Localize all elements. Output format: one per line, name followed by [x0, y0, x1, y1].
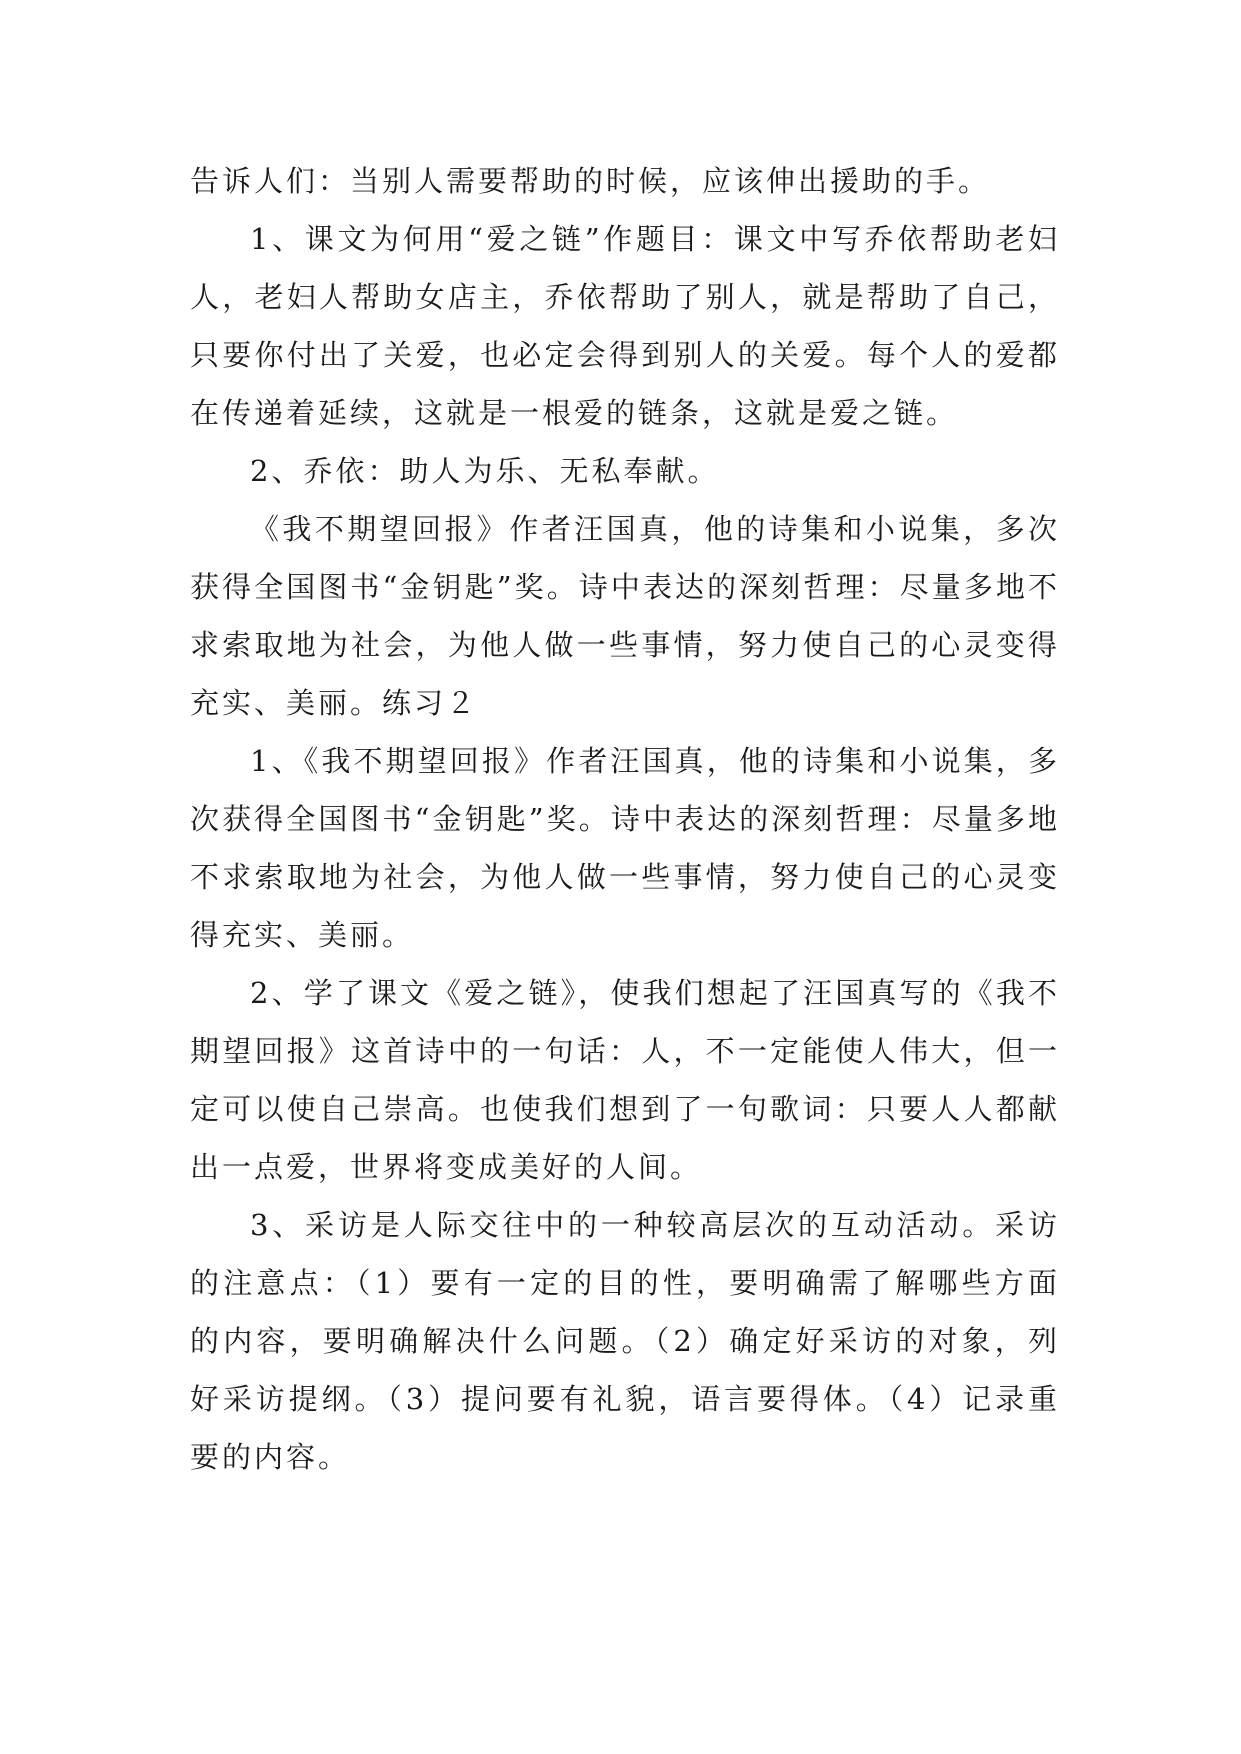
- paragraph-2: 1、课文为何用“爱之链”作题目：课文中写乔依帮助老妇人，老妇人帮助女店主，乔依帮助了别人，就是帮助了自己，只要你付出了关爱，也必定会得到别人的关爱。每个人的爱都在传递着延续，这就是一根爱的链条，这就是爱之链。: [190, 222, 1060, 430]
- paragraph-3: 2、乔依：助人为乐、无私奉献。: [250, 454, 720, 488]
- paragraph-7: 3、采访是人际交往中的一种较高层次的互动活动。采访的注意点：（1）要有一定的目的性，要明确需了解哪些方面的内容，要明确解决什么问题。（2）确定好采访的对象，列好采访提纲。（3）提问要有礼貌，语言要得体。（4）记录重要的内容。: [190, 1208, 1060, 1474]
- paragraph-6: 2、学了课文《爱之链》，使我们想起了汪国真写的《我不期望回报》这首诗中的一句话：人，不一定能使人伟大，但一定可以使自己崇高。也使我们想到了一句歌词：只要人人都献出一点爱，世界将变成美好的人间。: [190, 976, 1060, 1184]
- paragraph-4: 《我不期望回报》作者汪国真，他的诗集和小说集，多次获得全国图书“金钥匙”奖。诗中表达的深刻哲理：尽量多地不求索取地为社会，为他人做一些事情，努力使自己的心灵变得充实、美丽。练习２: [190, 512, 1060, 720]
- paragraph-5: 1、《我不期望回报》作者汪国真，他的诗集和小说集，多次获得全国图书“金钥匙”奖。诗中表达的深刻哲理：尽量多地不求索取地为社会，为他人做一些事情，努力使自己的心灵变得充实、美丽。: [190, 744, 1060, 952]
- paragraph-1: 告诉人们：当别人需要帮助的时候，应该伸出援助的手。: [190, 164, 991, 198]
- document-body: [190, 152, 1060, 1486]
